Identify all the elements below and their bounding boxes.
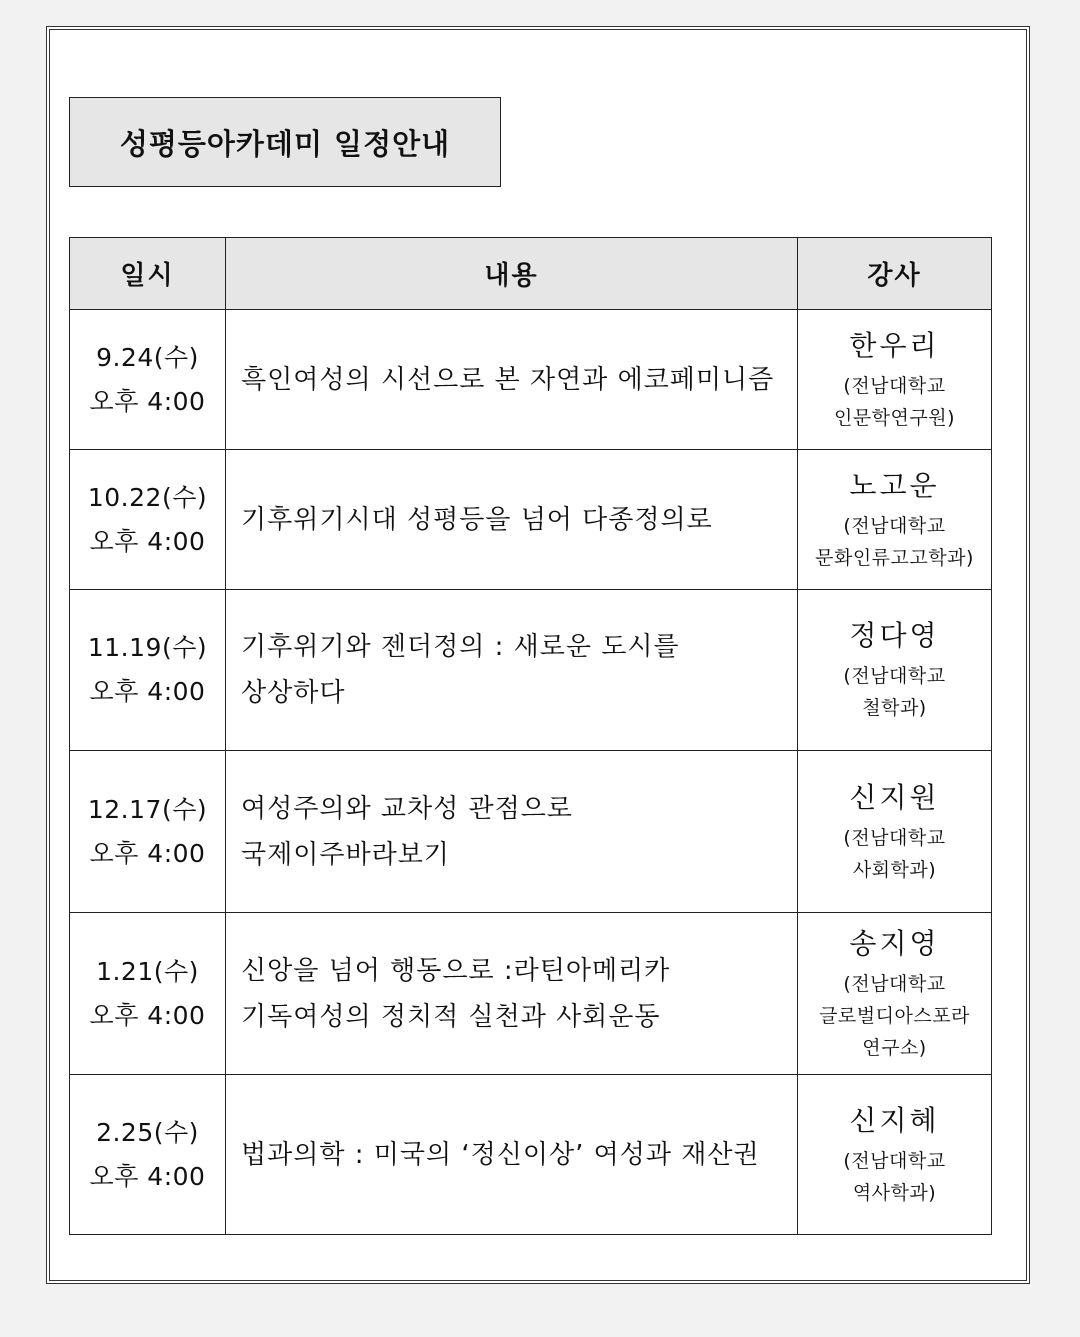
lecturer-affiliation: 글로벌디아스포라: [819, 1004, 970, 1027]
lecturer-affiliation: (전남대학교: [843, 514, 946, 537]
lecturer-affiliation: 사회학과): [852, 858, 937, 881]
session-time: 오후 4:00: [89, 677, 206, 706]
table-row: [70, 310, 992, 450]
session-time: 오후 4:00: [89, 1161, 206, 1191]
lecturer-cell: [798, 450, 992, 590]
session-time: 오후 4:00: [89, 1000, 206, 1030]
lecturer-cell: [798, 1075, 992, 1235]
document-title: 성평등아카데미 일정안내: [69, 97, 501, 187]
lecturer-name: 정다영: [849, 619, 940, 652]
session-time: 오후 4:00: [89, 386, 206, 416]
date-cell: [70, 450, 226, 590]
schedule-table: [69, 237, 992, 1235]
lecturer-name: 한우리: [849, 328, 940, 362]
lecturer-affiliation: 역사학과): [852, 1181, 937, 1204]
lecturer-affiliation: 인문학연구원): [833, 406, 956, 429]
session-time: 오후 4:00: [89, 838, 206, 868]
lecturer-cell: [798, 751, 992, 913]
lecturer-cell: [798, 310, 992, 450]
session-date: 1.21(수): [96, 956, 199, 986]
lecturer-affiliation: 연구소): [862, 1036, 927, 1059]
table-row: [70, 913, 992, 1075]
lecturer-affiliation: (전남대학교: [843, 826, 946, 849]
session-date: 2.25(수): [96, 1117, 199, 1147]
lecturer-name: 신지원: [849, 780, 940, 814]
content-cell: 기후위기시대 성평등을 넘어 다종정의로: [226, 450, 798, 590]
lecturer-cell: [798, 590, 992, 751]
lecturer-affiliation: (전남대학교: [843, 1149, 946, 1172]
header-date: 일시: [70, 238, 226, 310]
document-page: [46, 26, 1030, 1284]
date-cell: [70, 913, 226, 1075]
lecturer-affiliation: 철학과): [862, 697, 927, 719]
date-cell: [70, 590, 226, 751]
lecturer-name: 신지혜: [849, 1103, 940, 1137]
header-lecturer: 강사: [798, 238, 992, 310]
session-date: 10.22(수): [87, 482, 208, 512]
lecturer-name: 노고운: [849, 468, 940, 502]
date-cell: [70, 310, 226, 450]
lecturer-name: 송지영: [849, 926, 940, 960]
table-row: [70, 1075, 992, 1235]
content-cell: 기후위기와 젠더정의 : 새로운 도시를 상상하다: [226, 590, 798, 751]
lecturer-affiliation: (전남대학교: [843, 374, 946, 397]
content-cell: 흑인여성의 시선으로 본 자연과 에코페미니즘: [226, 310, 798, 450]
session-date: 11.19(수): [87, 633, 208, 662]
lecturer-cell: [798, 913, 992, 1075]
header-content: 내용: [226, 238, 798, 310]
lecturer-affiliation: (전남대학교: [843, 665, 946, 687]
content-cell: 신앙을 넘어 행동으로 :라틴아메리카 기독여성의 정치적 실천과 사회운동: [226, 913, 798, 1075]
session-date: 12.17(수): [87, 794, 208, 824]
date-cell: [70, 751, 226, 913]
table-header-row: [70, 238, 992, 310]
table-row: [70, 590, 992, 751]
lecturer-affiliation: 문화인류고고학과): [815, 546, 974, 569]
table-row: [70, 751, 992, 913]
content-cell: 법과의학 : 미국의 ‘정신이상’ 여성과 재산권: [226, 1075, 798, 1235]
content-cell: 여성주의와 교차성 관점으로 국제이주바라보기: [226, 751, 798, 913]
date-cell: [70, 1075, 226, 1235]
session-date: 9.24(수): [96, 342, 199, 372]
session-time: 오후 4:00: [89, 526, 206, 556]
lecturer-affiliation: (전남대학교: [843, 972, 946, 995]
table-row: [70, 450, 992, 590]
